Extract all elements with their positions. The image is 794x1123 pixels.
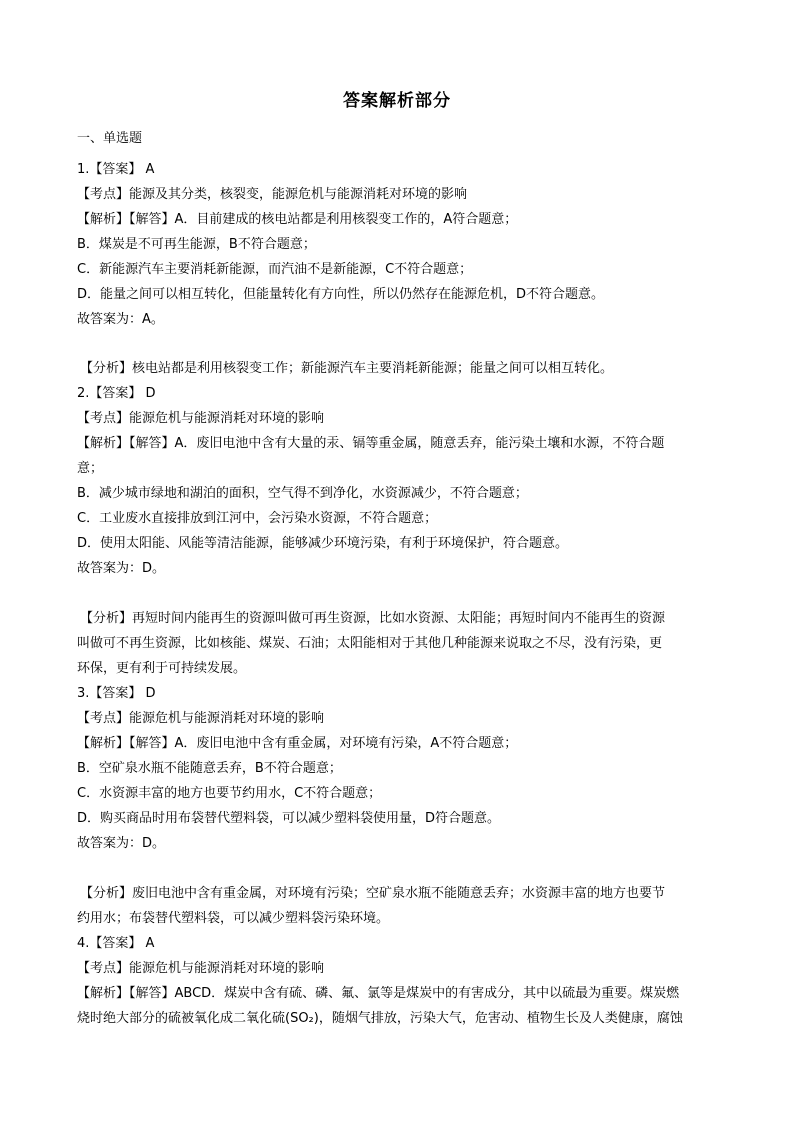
analysis-1-c: C．新能源汽车主要消耗新能源，而汽油不是新能源，C不符合题意；: [77, 262, 473, 277]
answer-2: 2.【答案】 D: [77, 386, 156, 401]
page-title: 答案解析部分: [343, 91, 451, 111]
knowledge-point-3: 【考点】能源危机与能源消耗对环境的影响: [77, 711, 325, 726]
analysis-1-d: D．能量之间可以相互转化，但能量转化有方向性，所以仍然存在能源危机，D不符合题意。: [77, 287, 605, 302]
knowledge-point-1: 【考点】能源及其分类，核裂变，能源危机与能源消耗对环境的影响: [77, 187, 468, 202]
analysis-1-a: 【解析】【解答】A．目前建成的核电站都是利用核裂变工作的，A符合题意；: [77, 212, 518, 227]
analysis-4-line-1: 【解析】【解答】ABCD．煤炭中含有硫、磷、氟、氯等是煤炭中的有害成分，其中以硫最为重要。煤炭燃: [77, 986, 680, 1001]
analysis-3-d: D．购买商品时用布袋替代塑料袋，可以减少塑料袋使用量，D符合题意。: [77, 811, 501, 826]
analysis-3-a: 【解析】【解答】A．废旧电池中含有重金属，对环境有污染，A不符合题意；: [77, 736, 518, 751]
answer-3: 3.【答案】 D: [77, 686, 156, 701]
answer-4: 4.【答案】 A: [77, 936, 155, 951]
analysis-2-a-cont: 意；: [77, 461, 104, 476]
analysis-2-a: 【解析】【解答】A．废旧电池中含有大量的汞、镉等重金属，随意丢弃，能污染土壤和水源，不符合题: [77, 436, 665, 451]
analysis-2-b: B．减少城市绿地和湖泊的面积，空气得不到净化，水资源减少，不符合题意；: [77, 486, 528, 501]
summary-1: 【分析】核电站都是利用核裂变工作；新能源汽车主要消耗新能源；能量之间可以相互转化。: [80, 361, 614, 376]
summary-3-line-2: 约用水；布袋替代塑料袋，可以减少塑料袋污染环境。: [77, 911, 390, 926]
section-heading: 一、单选题: [77, 131, 143, 146]
summary-2-line-2: 叫做可不再生资源，比如核能、煤炭、石油；太阳能相对于其他几种能源来说取之不尽，没有污染，更: [77, 636, 663, 651]
analysis-2-d: D．使用太阳能、风能等清洁能源，能够减少环境污染，有利于环境保护，符合题意。: [77, 536, 569, 551]
answer-1: 1.【答案】 A: [77, 162, 155, 177]
knowledge-point-4: 【考点】能源危机与能源消耗对环境的影响: [77, 961, 325, 976]
analysis-1-b: B．煤炭是不可再生能源，B不符合题意；: [77, 237, 316, 252]
summary-2-line-1: 【分析】再短时间内能再生的资源叫做可再生资源，比如水资源、太阳能；再短时间内不能再生的资源: [80, 611, 666, 626]
summary-3-line-1: 【分析】废旧电池中含有重金属，对环境有污染；空矿泉水瓶不能随意丢弃；水资源丰富的地方也要节: [80, 886, 666, 901]
summary-2-line-3: 环保，更有利于可持续发展。: [77, 661, 247, 676]
final-answer-3: 故答案为：D。: [77, 836, 166, 851]
final-answer-2: 故答案为：D。: [77, 561, 166, 576]
analysis-4-line-2: 烧时绝大部分的硫被氧化成二氧化硫(SO₂)，随烟气排放，污染大气，危害动、植物生长及人类健康，腐蚀: [77, 1011, 683, 1026]
analysis-3-c: C．水资源丰富的地方也要节约用水，C不符合题意；: [77, 786, 382, 801]
knowledge-point-2: 【考点】能源危机与能源消耗对环境的影响: [77, 411, 325, 426]
analysis-2-c: C．工业废水直接排放到江河中，会污染水资源，不符合题意；: [77, 511, 438, 526]
analysis-3-b: B．空矿泉水瓶不能随意丢弃，B不符合题意；: [77, 761, 342, 776]
final-answer-1: 故答案为：A。: [77, 312, 164, 327]
